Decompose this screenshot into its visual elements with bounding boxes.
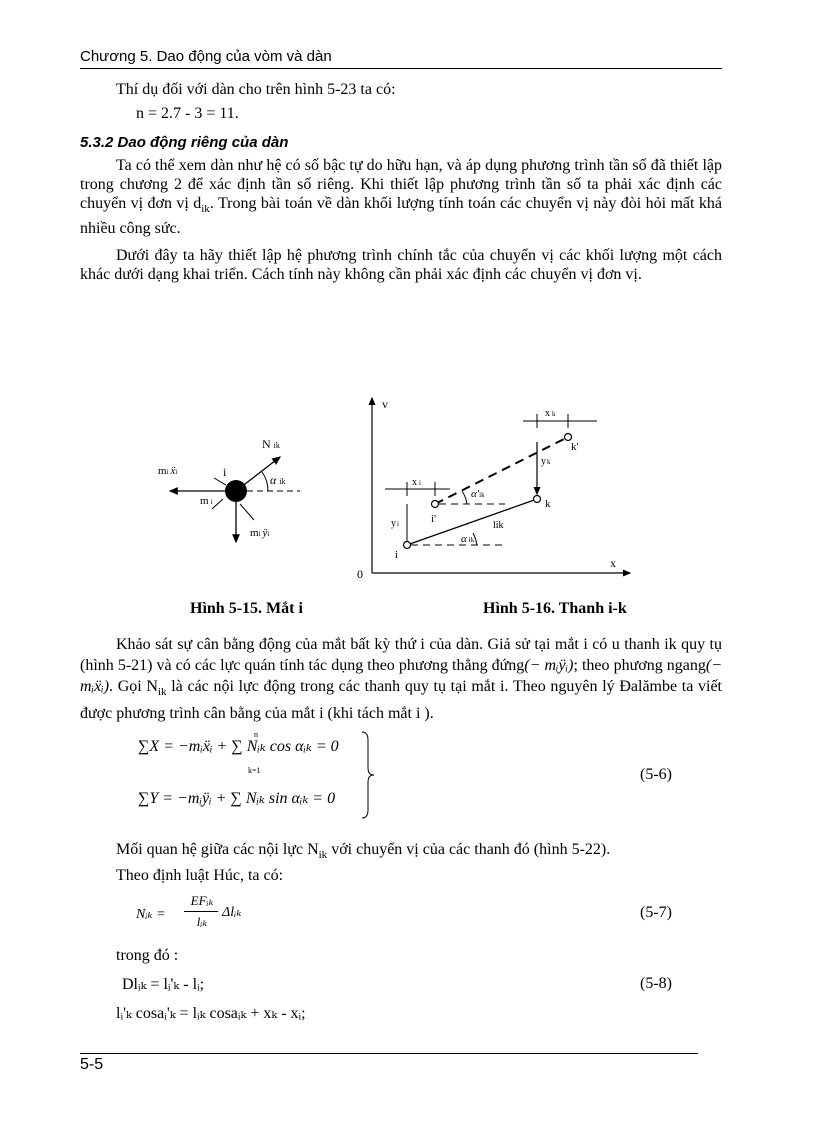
paragraph-6: trong đó :: [116, 947, 179, 964]
eq-5-8-number: (5-8): [640, 975, 672, 992]
eq-5-6-brace: [358, 730, 378, 820]
bar-stub-left: [214, 478, 226, 485]
eq-5-7-numerator: EFᵢₖ: [190, 893, 214, 908]
eq-5-7-number: (5-7): [640, 904, 672, 921]
alpha-arc: [262, 472, 268, 491]
label-alpha: αik: [270, 473, 286, 487]
eq-5-7-rhs: Δlᵢₖ: [222, 905, 242, 920]
paragraph-3-text-b: ; theo phương ngang: [573, 657, 706, 674]
bar-stub-right: [240, 504, 254, 520]
caption-fig-5-16: Hình 5-16. Thanh i-k: [483, 600, 627, 617]
label-i: i: [395, 549, 399, 561]
paragraph-1-text-b: . Trong bài toán về dàn khối lượng tính toán các chuyển vị này đòi hỏi mất khá nhiều công sức.: [80, 195, 723, 238]
label-yk: yk: [541, 456, 551, 467]
label-i-prime: i': [431, 513, 437, 525]
paragraph-3-text-d: là các nội lực động trong các thanh quy tụ tại mắt i. Theo nguyên lý Đalămbe ta viết được phương trình cân bằng của mắt i (khi tách mắt i ).: [80, 678, 723, 723]
bar-stub-bottom: [212, 499, 223, 509]
eq-5-6-sum-bottom: k=1: [248, 766, 261, 775]
label-my: mi ÿi: [250, 527, 270, 539]
page-number: 5-5: [80, 1056, 104, 1073]
paragraph-5: Theo định luật Húc, ta có:: [116, 867, 284, 884]
label-n: Nik: [262, 437, 280, 451]
eq-5-6-sum-top: n: [254, 730, 258, 739]
eq-5-8: Dlᵢₖ = lᵢ'ₖ - lᵢ;: [122, 976, 205, 993]
caption-fig-5-15: Hình 5-15. Mắt i: [190, 600, 303, 617]
node-k-prime: [565, 434, 572, 441]
eq-5-6-line-2: ∑Y = −mᵢÿᵢ + ∑ Nᵢₖ sin αᵢₖ = 0: [138, 790, 336, 807]
eq-5-7-fraction-bar: [184, 911, 218, 912]
eq-5-7-lhs: Nᵢₖ =: [136, 907, 166, 922]
eq-5-7-denominator: lᵢₖ: [196, 914, 208, 929]
eq-5-9: lᵢ'ₖ cosaᵢ'ₖ = lᵢₖ cosaᵢₖ + xₖ - xᵢ;: [116, 1005, 306, 1022]
label-lik: lik: [493, 520, 504, 531]
vertical-force: (− mᵢÿᵢ): [524, 657, 574, 674]
paragraph-4: [116, 840, 610, 865]
label-node: i: [223, 465, 227, 479]
label-yi: yi: [391, 518, 399, 529]
paragraph-3-text-a: Khảo sát sự cân bằng động của mắt bất kỳ thứ i của dàn. Giả sử tại mắt i có u thanh ik quy tụ (hình 5-21) và có các lực quán tính tác dụng theo phương thẳng đứng: [80, 636, 722, 674]
horizontal-force: (− mᵢẍᵢ): [80, 657, 722, 695]
paragraph-3-sub: ik: [157, 686, 167, 699]
intro-line-2: n = 2.7 - 3 = 11.: [136, 105, 239, 122]
label-alpha-prime: α'ik: [471, 488, 485, 500]
bar-ik-displaced: [435, 437, 568, 504]
label-k: k: [545, 498, 551, 510]
paragraph-1: [80, 156, 722, 238]
label-v: v: [382, 397, 388, 411]
node-k: [534, 496, 541, 503]
intro-line-1: Thí dụ đối với dàn cho trên hình 5-23 ta có:: [116, 81, 396, 98]
paragraph-2: Dưới đây ta hãy thiết lập hệ phương trình chính tắc của chuyển vị các khối lượng một cách khác dưới dạng khai triển. Cách tính này không cần phải xác định các chuyển vị đơn vị.: [80, 247, 722, 283]
footer-rule: [80, 1053, 698, 1054]
paragraph-1-text-a: Ta có thể xem dàn như hệ có số bậc tự do hữu hạn, và áp dụng phương trình tần số đã thiết lập trong chương 2 để xác định tần số riêng. Khi thiết lập phương trình tần số ta phải xác định các chuyển vị đơn vị d: [80, 157, 722, 212]
figure-5-16: [355, 390, 645, 590]
node-i-prime: [432, 501, 439, 508]
paragraph-4-text-b: với chuyển vị của các thanh đó (hình 5-22).: [327, 841, 611, 858]
label-origin: 0: [357, 567, 363, 581]
label-xi: x i: [412, 477, 421, 488]
label-x: x: [610, 556, 616, 570]
eq-5-6-number: (5-6): [640, 766, 672, 783]
paragraph-3: [80, 634, 722, 724]
paragraph-4-text-a: Mối quan hệ giữa các nội lực N: [116, 841, 319, 858]
label-mx: mi ẍi: [158, 465, 178, 477]
label-alpha: αik: [461, 533, 475, 545]
paragraph-4-sub: ik: [318, 849, 328, 862]
header-rule: [80, 68, 722, 69]
label-m: mi: [200, 495, 213, 507]
paragraph-3-text-c: . Gọi N: [109, 678, 158, 695]
label-xk: x k: [545, 408, 556, 419]
label-k-prime: k': [571, 441, 579, 453]
section-heading: 5.3.2 Dao động riêng của dàn: [80, 134, 289, 151]
node-i: [404, 542, 411, 549]
chapter-header: Chương 5. Dao động của vòm và dàn: [80, 48, 332, 65]
eq-5-6-line-1: ∑X = −mᵢẍᵢ + ∑ Nᵢₖ cos αᵢₖ = 0: [138, 738, 339, 755]
figure-5-15: [150, 430, 330, 560]
paragraph-1-sub: ik: [201, 203, 210, 216]
arc-alpha-prime: [462, 491, 467, 504]
